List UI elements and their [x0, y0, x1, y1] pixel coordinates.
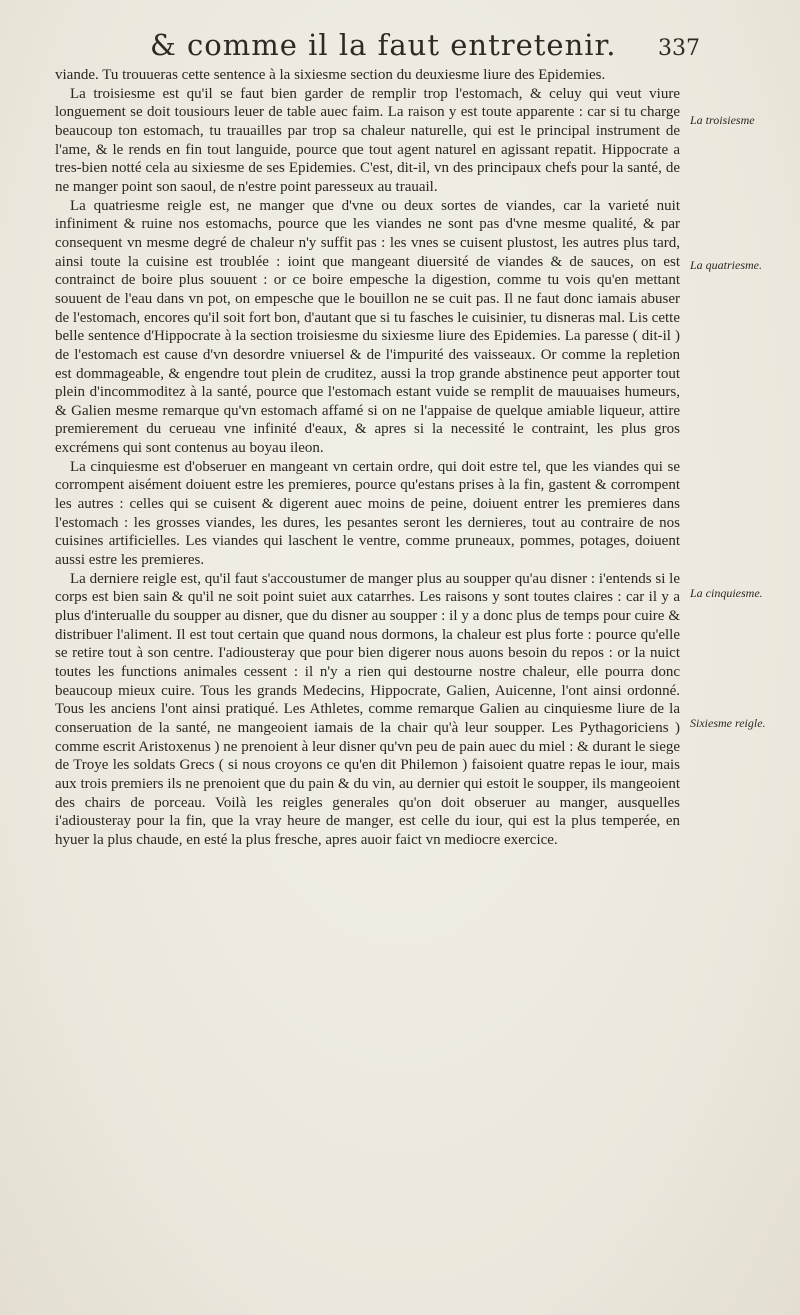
paragraph-third-rule: La troisiesme est qu'il se faut bien garder de remplir trop l'estomach, & celuy qui veut viure longuement se doit tousiours leuer de table auec faim. La raison y est toute apparente : car si tu charge beaucoup ton estomach, tu trauailles par trop sa chaleur naturelle, qui est le principal instrument de l'ame, & le rends en fin tout languide, pource que tout agent naturel en agissant repatit. Hippocrate a tres-bien notté cela au sixiesme de ses Epidemies. C'est, dit-il, vn des principaux chefs pour la santé, de ne manger point son saoul, de n'estre point paresseux au trauail.: [55, 85, 680, 195]
margin-note-sixth: Sixiesme reigle.: [690, 716, 766, 730]
paragraph-continued: viande. Tu trouueras cette sentence à la sixiesme section du deuxiesme liure des Epidemies.: [55, 67, 606, 83]
paragraph-fifth-rule: La cinquiesme est d'obseruer en mangeant vn certain ordre, qui doit estre tel, que les viandes qui se corrompent aisément doiuent estre les premieres, pource qu'estans prises à la fin, gastent & corrompent les autres : celles qui se cuisent & digerent auec moins de peine, doiuent entrer les premieres dans l'estomach : les grosses viandes, les dures, les pesantes seront les dernieres, tout au contraire de nos cuisines artificielles. Les viandes qui laschent le ventre, comme pruneaux, pommes, potages, doiuent aussi estre les premieres.: [55, 458, 680, 569]
paragraph-sixth-rule: La derniere reigle est, qu'il faut s'accoustumer de manger plus au soupper qu'au disner : i'entends si le corps est bien sain & qu'il ne soit point suiet aux catarrhes. Les raisons y sont toutes claires : car il y a plus d'interualle du soupper au disner, que du disner au soupper : il y a donc plus de temps pour cuire & distribuer l'aliment. Il est tout certain que quand nous dormons, la chaleur est plus forte : pource qu'elle se retire tout à son centre. I'adiousteray que pour bien digerer nous auons besoin du repos : or la nuict toutes les functions animales cessent : il n'y a rien qui destourne nostre chaleur, elle pourra donc beaucoup mieux cuire. Tous les grands Medecins, Hippocrate, Galien, Auicenne, l'ont ainsi ordonné. Tous les anciens l'ont ainsi pratiqué. Les Athletes, comme remarque Galien au cinquiesme liure de la conseruation de la santé, ne mangeoient iamais de la chair qu'à leur soupper. Les Pythagoriciens ) comme escrit Aristoxenus ) ne prenoient à leur disner qu'vn peu de pain auec du miel : & durant le siege de Troye les soldats Grecs ( si nous croyons ce qu'en dit Philemon ) faisoient quatre repas le iour, mais aux trois premiers ils ne prenoient que du pain & du vin, au dernier qui estoit le soupper, ils mangeoient des chairs de porceau. Voilà les reigles generales qu'on doit obseruer au manger, ausquelles i'adiousteray pour la fin, que la vray heure de manger, est celle du iour, qui est la plus temperée, en hyuer la plus chaude, en esté la plus fresche, apres auoir faict vn mediocre exercice.: [55, 570, 681, 848]
running-title: & comme il la faut entretenir.: [150, 28, 617, 62]
margin-note-third: La troisiesme: [690, 113, 755, 127]
page-header: [150, 22, 700, 72]
margin-note-fourth: La quatriesme.: [690, 258, 762, 272]
paragraph-fourth-rule: La quatriesme reigle est, ne manger que d'vne ou deux sortes de viandes, car la varieté nuit infiniment & ruine nos estomachs, pource que les viandes ne sont pas d'vne mesme qualité, & par consequent vn mesme degré de chaleur n'y suffit pas : les vnes se cuisent plustost, les autres plus tard, ainsi toute la cuisine est troublée : ioint que mangeant diuersité de viandes & de sauces, on est contrainct de boire plus souuent : or ce boire empesche la digestion, comme tu vois qu'en mettant souuent de l'eau dans vn pot, on empesche que le bouillon ne se cuit pas. Il ne faut donc iamais abuser de l'estomach, encores qu'il soit fort bon, d'autant que si tu fasches le cuisinier, tu disneras mal. Lis cette belle sentence d'Hippocrate à la section troisiesme du sixiesme liure des Epidemies. La paresse ( dit-il ) de l'estomach est cause d'vn desordre vniuersel & de l'impurité des vaisseaux. Or comme la repletion est dommageable, & engendre tout plein de cruditez, aussi la trop grande abstinence peut apporter tout plein d'incommoditez à la santé, pource que l'estomach estant vuide se remplit de mauuaises humeurs, & Galien mesme remarque qu'vn estomach affamé si on ne l'appaise de quelque amiable liqueur, attire premierement du cerueau vne infinité d'eaux, & apres si la necessité le contraint, les plus gros excrémens qui sont contenus au boyau ileon.: [55, 197, 680, 457]
margin-note-fifth: La cinquiesme.: [690, 586, 763, 600]
page-body: [55, 66, 680, 850]
page-number: 337: [658, 36, 700, 61]
